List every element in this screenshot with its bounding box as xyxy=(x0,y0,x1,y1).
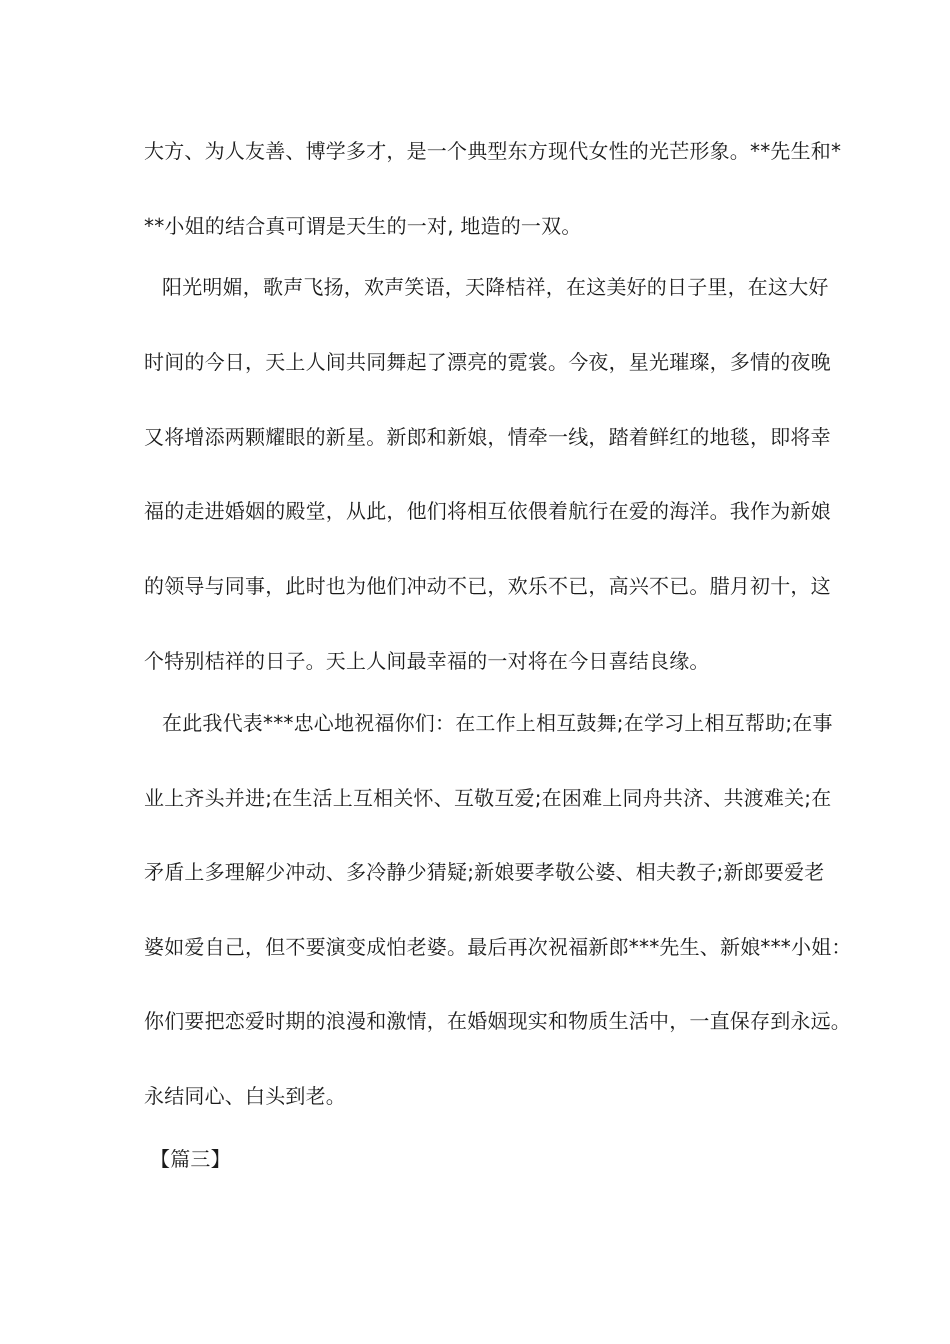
paragraph-line: **小姐的结合真可谓是天生的一对, 地造的一双。 xyxy=(144,214,582,238)
paragraph-line: 大方、为人友善、博学多才，是一个典型东方现代女性的光芒形象。**先生和* xyxy=(144,139,842,163)
paragraph-line: 阳光明媚，歌声飞扬，欢声笑语，天降桔祥，在这美好的日子里，在这大好 xyxy=(162,275,829,299)
paragraph-line: 时间的今日，天上人间共同舞起了漂亮的霓裳。今夜，星光璀璨，多情的夜晚 xyxy=(144,350,831,374)
paragraph-line: 在此我代表***忠心地祝福你们：在工作上相互鼓舞;在学习上相互帮助;在事 xyxy=(162,711,833,735)
section-heading: 【篇三】 xyxy=(150,1147,231,1171)
paragraph-line: 又将增添两颗耀眼的新星。新郎和新娘，情牵一线，踏着鲜红的地毯，即将幸 xyxy=(144,425,831,449)
paragraph-line: 个特别桔祥的日子。天上人间最幸福的一对将在今日喜结良缘。 xyxy=(144,649,710,673)
paragraph-line: 你们要把恋爱时期的浪漫和激情，在婚姻现实和物质生活中，一直保存到永远。 xyxy=(144,1009,851,1033)
paragraph-line: 福的走进婚姻的殿堂，从此，他们将相互依偎着航行在爱的海洋。我作为新娘 xyxy=(144,499,831,523)
paragraph-line: 的领导与同事，此时也为他们冲动不已，欢乐不已，高兴不已。腊月初十，这 xyxy=(144,574,831,598)
paragraph-line: 婆如爱自己，但不要演变成怕老婆。最后再次祝福新郎***先生、新娘***小姐： xyxy=(144,935,852,959)
paragraph-line: 矛盾上多理解少冲动、多冷静少猜疑;新娘要孝敬公婆、相夫教子;新郎要爱老 xyxy=(144,860,825,884)
paragraph-line: 永结同心、白头到老。 xyxy=(144,1084,346,1108)
paragraph-line: 业上齐头并进;在生活上互相关怀、互敬互爱;在困难上同舟共济、共渡难关;在 xyxy=(144,786,832,810)
